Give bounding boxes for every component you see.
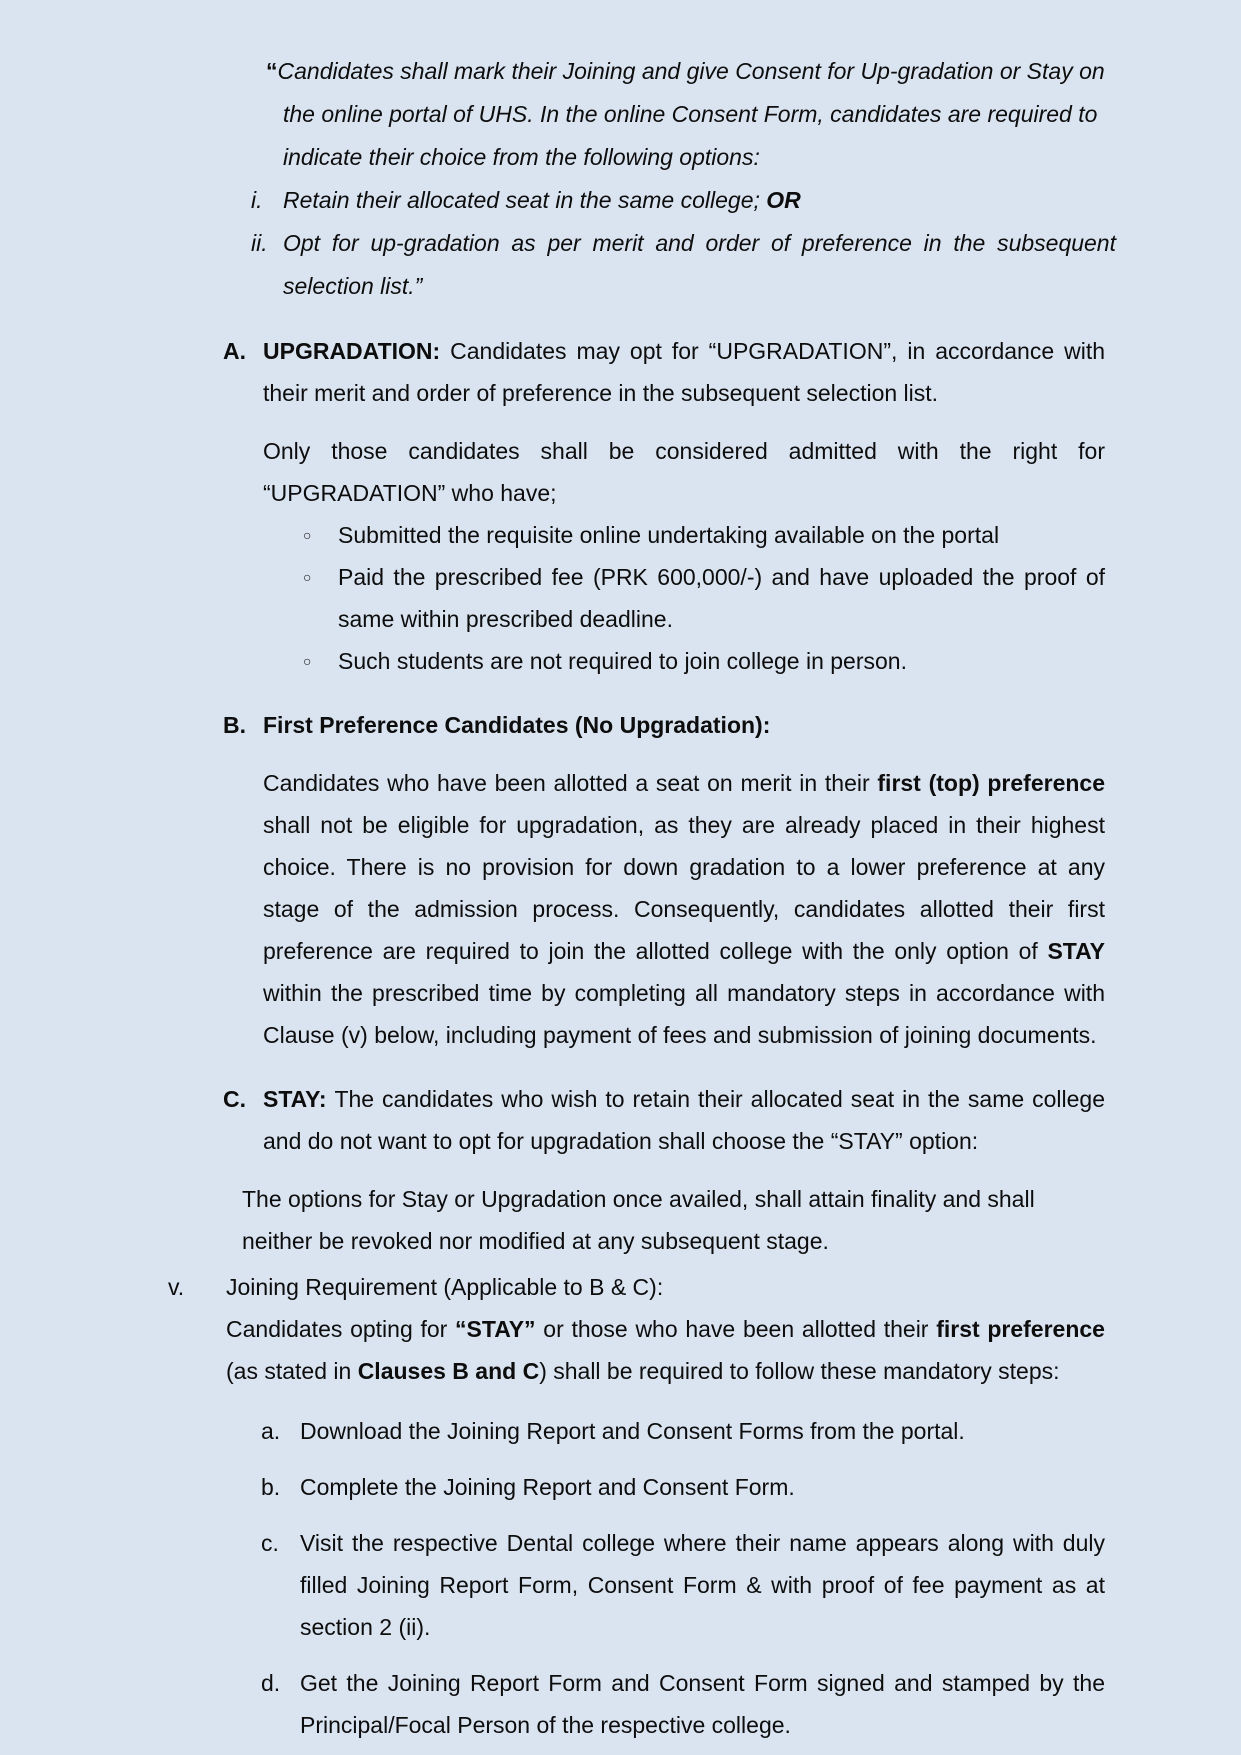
step-marker: b. [261,1474,281,1500]
clause-a-lead: UPGRADATION: Candidates may opt for “UPGRADATION”, in accordance with their merit and order of preference in the subsequent selection list. [263,338,1106,406]
clause-b [0,704,1241,1056]
clause-body [263,1078,1105,1162]
bullet-text: Such students are not required to join college in person. [338,648,907,674]
clause-a-paragraph: Only those candidates shall be considered admitted with the right for “UPGRADATION” who have; [263,438,1105,506]
list-marker: i. [251,187,263,213]
step-item-d [226,1662,1105,1746]
joining-heading: Joining Requirement (Applicable to B & C): [226,1274,664,1300]
bullet-text: Paid the prescribed fee (PRK 600,000/-) and have uploaded the proof of same within prescribed deadline. [338,564,1105,632]
step-marker: d. [261,1670,281,1696]
list-marker: v. [168,1274,185,1300]
joining-intro: Candidates opting for “STAY” or those who have been allotted their first preference (as stated in Clauses B and C) shall be required to follow these mandatory steps: [226,1316,1105,1384]
list-item-text: Opt for up-gradation as per merit and order of preference in the subsequent selection list.” [283,230,1116,299]
step-text: Get the Joining Report Form and Consent Form signed and stamped by the Principal/Focal Person of the respective college. [300,1670,1105,1738]
bullet-text: Submitted the requisite online undertaking available on the portal [338,522,1000,548]
quote-block [0,50,1241,308]
steps-list [226,1410,1105,1746]
clause-body [263,330,1105,682]
step-item-b [226,1466,1105,1508]
clause-a [0,330,1241,682]
quote-list-item-i [0,179,1241,222]
finality-note: The options for Stay or Upgradation once availed, shall attain finality and shall neither be revoked nor modified at any subsequent stage. [242,1186,1035,1254]
clause-b-paragraph: Candidates who have been allotted a seat on merit in their first (top) preference shall not be eligible for upgradation, as they are already placed in their highest choice. There is no provision for down gradation to a lower preference at any stage of the admission process. Consequently, candidates allotted their first preference are required to join the allotted college with the only option of STAY within the prescribed time by completing all mandatory steps in accordance with Clause (v) below, including payment of fees and submission of joining documents. [263,770,1105,1048]
joining-requirement-section [0,1266,1241,1746]
joining-body [226,1266,1105,1746]
circle-bullet-icon: ○ [303,527,312,543]
clause-marker: A. [223,338,246,364]
list-marker: ii. [251,230,268,256]
bullet-item [263,514,1105,556]
circle-bullet-icon: ○ [303,569,312,585]
bullet-item [263,556,1105,640]
quote-text: “Candidates shall mark their Joining and give Consent for Up-gradation or Stay on the online portal of UHS. In the online Consent Form, candidates are required to indicate their choice from the following options: [266,58,1105,170]
clause-c [0,1078,1241,1162]
clause-marker: C. [223,1086,246,1112]
step-text: Visit the respective Dental college where their name appears along with duly filled Joining Report Form, Consent Form & with proof of fee payment as at section 2 (ii). [300,1530,1105,1640]
clause-b-heading: First Preference Candidates (No Upgradation): [263,712,771,738]
bullet-item [263,640,1105,682]
clause-c-lead: STAY: The candidates who wish to retain their allocated seat in the same college and do not want to opt for upgradation shall choose the “STAY” option: [263,1086,1105,1154]
quote-list-item-ii [0,222,1241,308]
step-text: Complete the Joining Report and Consent Form. [300,1474,795,1500]
list-item-text: Retain their allocated seat in the same college; OR [283,187,801,213]
bullet-list [263,514,1105,682]
step-item-c [226,1522,1105,1648]
step-marker: c. [261,1530,279,1556]
clause-marker: B. [223,712,246,738]
clause-body [263,704,1105,1056]
step-item-a [226,1410,1105,1452]
circle-bullet-icon: ○ [303,653,312,669]
step-marker: a. [261,1418,281,1444]
step-text: Download the Joining Report and Consent Forms from the portal. [300,1418,965,1444]
